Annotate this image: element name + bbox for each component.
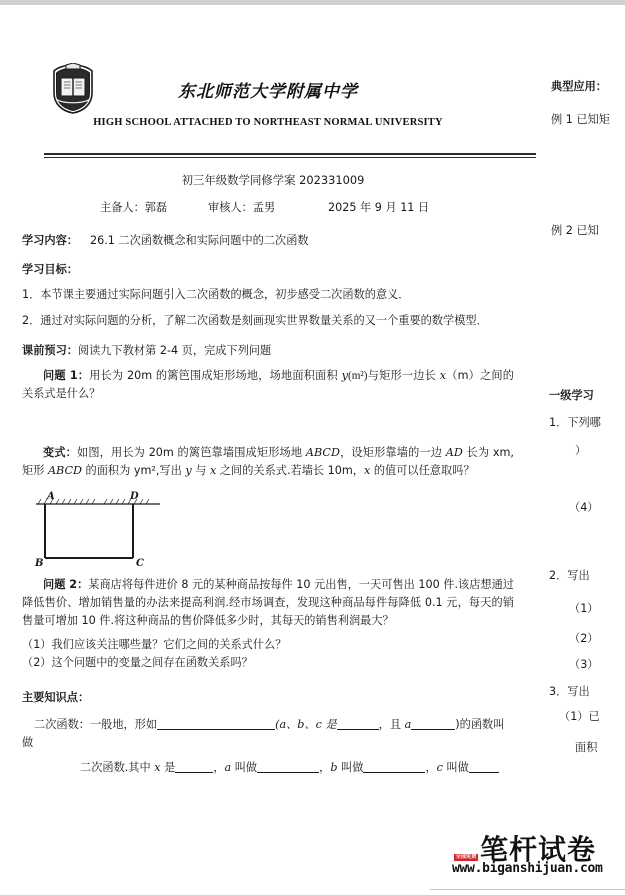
learning-content-label: 学习内容： <box>22 233 78 247</box>
kp-text-b: (a、b、c 是 <box>275 717 337 731</box>
right-col-item: ） <box>575 444 587 457</box>
watermark-brand-name: 笔杆试卷 <box>480 833 597 866</box>
key-points-heading: 主要知识点： <box>22 690 90 704</box>
variant-text-g: 的值可以任意取吗？ <box>370 463 475 477</box>
watermark-url: www.biganshijuan.com <box>452 861 603 876</box>
letterhead <box>22 5 514 128</box>
kp2-text-f: 叫做 <box>337 761 364 774</box>
kp2-text-c: ， <box>213 761 225 774</box>
variant-var-x: x <box>209 463 217 477</box>
key-points-line-2 <box>22 759 514 777</box>
kp-text-c: ，且 <box>378 717 405 731</box>
school-name-chinese: 东北师范大学附属中学 <box>178 82 358 102</box>
right-col-item: 例 1 已知矩 <box>551 113 610 126</box>
problem-1 <box>22 367 514 403</box>
right-col-item: （4） <box>569 501 599 514</box>
document-page-main <box>0 5 536 895</box>
problem-1-text-b: 与矩形一边长 <box>367 369 440 383</box>
kp-blank-a-condition[interactable] <box>411 717 455 730</box>
watermark-branding <box>452 828 620 888</box>
kp-text-a: 二次函数：一般地，形如 <box>34 717 158 731</box>
preview-label: 课前预习： <box>22 344 78 358</box>
problem-1-label: 问题 1： <box>43 369 90 383</box>
kp-text-d: )的函数叫做 <box>22 717 505 749</box>
header-divider <box>44 153 536 158</box>
preview-value: 阅读九下教材第 2-4 页，完成下列问题 <box>77 344 272 358</box>
rectangle-abcd-diagram <box>34 490 184 568</box>
kp-blank-general-form[interactable] <box>157 717 275 730</box>
byline-author: 主备人：郭磊 <box>100 201 168 215</box>
variant-var-y: y <box>185 463 192 477</box>
preview-row <box>22 342 514 360</box>
kp2-text-e: ， <box>319 761 331 774</box>
kp-var-a: a <box>404 717 412 731</box>
problem-1-text-c: 之间的关系式是什么？ <box>22 369 514 401</box>
problem-1-unit-x: （m） <box>446 369 481 383</box>
right-col-item: 3．写出 <box>549 685 590 698</box>
variant-text-a: 如图，用长为 20m 的篱笆靠墙围成矩形场地 <box>77 445 306 459</box>
kp2-var-b: b <box>330 761 338 774</box>
problem-1-unit-y: (m²) <box>348 370 368 383</box>
problem-2-subitem: （1）我们应该关注哪些量？它们之间的关系式什么？ <box>22 638 287 652</box>
variant-segment-ad: AD <box>445 445 463 459</box>
right-col-item: （3） <box>569 658 599 671</box>
right-col-item: （1） <box>569 602 599 615</box>
school-name-english: HIGH SCHOOL ATTACHED TO NORTHEAST NORMAL UNIVERSITY <box>93 117 443 128</box>
right-col-item: （1）已 <box>559 710 600 723</box>
key-points-line-1 <box>22 716 514 752</box>
document-page-right-clipped <box>545 5 625 895</box>
page-bottom-rule <box>430 889 625 890</box>
problem-2-label: 问题 2： <box>43 577 89 591</box>
problem-1-text-a: 用长为 20m 的篱笆围成矩形场地，场地面积面积 <box>89 369 342 383</box>
document-title: 初三年级数学同修学案 202331009 <box>181 173 365 187</box>
right-col-item: （2） <box>569 632 599 645</box>
byline <box>22 199 514 217</box>
objectives-heading: 学习目标： <box>22 262 78 276</box>
right-col-item: 2．写出 <box>549 569 590 582</box>
variant-rect-2: ABCD <box>47 463 82 477</box>
variant-text-b: ，设矩形靠墙的一边 <box>339 445 446 459</box>
variant-text-d: 的面积为 ym²,写出 <box>81 463 186 477</box>
byline-reviewer: 审核人：孟男 <box>208 201 276 215</box>
problem-2 <box>22 576 514 630</box>
figure-label-b: B <box>35 557 44 568</box>
right-col-item: 面积 <box>575 741 598 754</box>
problem-1-var-y: y <box>341 369 348 383</box>
problem-1-var-x: x <box>439 369 447 383</box>
right-col-item: 典型应用： <box>551 80 607 93</box>
right-col-item: 例 2 已知 <box>551 224 599 237</box>
kp-blank-b-name[interactable] <box>363 760 425 773</box>
figure-label-c: C <box>136 557 144 568</box>
right-col-item: 一级学习 <box>549 389 594 402</box>
kp-blank-abc-condition[interactable] <box>337 717 379 730</box>
variant-text-f: 之间的关系式.若墙长 10m， <box>216 463 364 477</box>
figure-label-a: A <box>47 490 55 502</box>
kp2-text-h: 叫做 <box>442 761 469 774</box>
kp-blank-c-name[interactable] <box>469 760 499 773</box>
variant-text-c: 长为 xm,矩形 <box>22 445 514 477</box>
page-header-area <box>0 5 536 128</box>
kp2-text-g: ， <box>425 761 437 774</box>
variant-problem <box>22 444 514 480</box>
byline-date: 2025 年 9 月 11 日 <box>328 201 430 215</box>
learning-content-value: 26.1 二次函数概念和实际问题中的二次函数 <box>89 233 309 247</box>
problem-1-answer-space <box>22 410 514 444</box>
figure-label-d: D <box>130 490 139 502</box>
kp2-text-b: 是 <box>160 761 176 774</box>
variant-var-x2: x <box>363 463 371 477</box>
variant-rect-1: ABCD <box>305 445 340 459</box>
watermark-free-badge: 全部免费 <box>455 854 477 860</box>
document-body <box>0 171 536 777</box>
objective-item: 1．本节课主要通过实际问题引入二次函数的概念，初步感受二次函数的意义． <box>22 287 410 301</box>
kp2-var-x: x <box>154 761 161 774</box>
kp2-var-a: a <box>224 761 232 774</box>
learning-content-row <box>22 232 514 250</box>
kp2-text-a: 二次函数.其中 <box>80 761 155 774</box>
kp2-var-c: c <box>436 761 443 774</box>
objective-item: 2．通过对实际问题的分析，了解二次函数是刻画现实世界数量关系的又一个重要的数学模型． <box>22 314 488 328</box>
kp-blank-x-name[interactable] <box>175 760 213 773</box>
variant-label: 变式： <box>43 445 77 459</box>
kp2-text-d: 叫做 <box>231 761 258 774</box>
kp-blank-a-name[interactable] <box>257 760 319 773</box>
right-col-item: 1．下列哪 <box>549 416 601 429</box>
variant-text-e: 与 <box>191 463 210 477</box>
problem-2-subitem: （2）这个问题中的变量之间存在函数关系吗？ <box>22 656 253 670</box>
problem-2-text: 某商店将每件进价 8 元的某种商品按每件 10 元出售，一天可售出 100 件.该店想通过降低售价、增加销售量的办法来提高利润.经市场调查，发现这种商品每件每降低 0.1 元，每天的销售量可增加 10 件.将这种商品的售价降低多少时，其每天的销售利润最大？ <box>22 577 514 628</box>
